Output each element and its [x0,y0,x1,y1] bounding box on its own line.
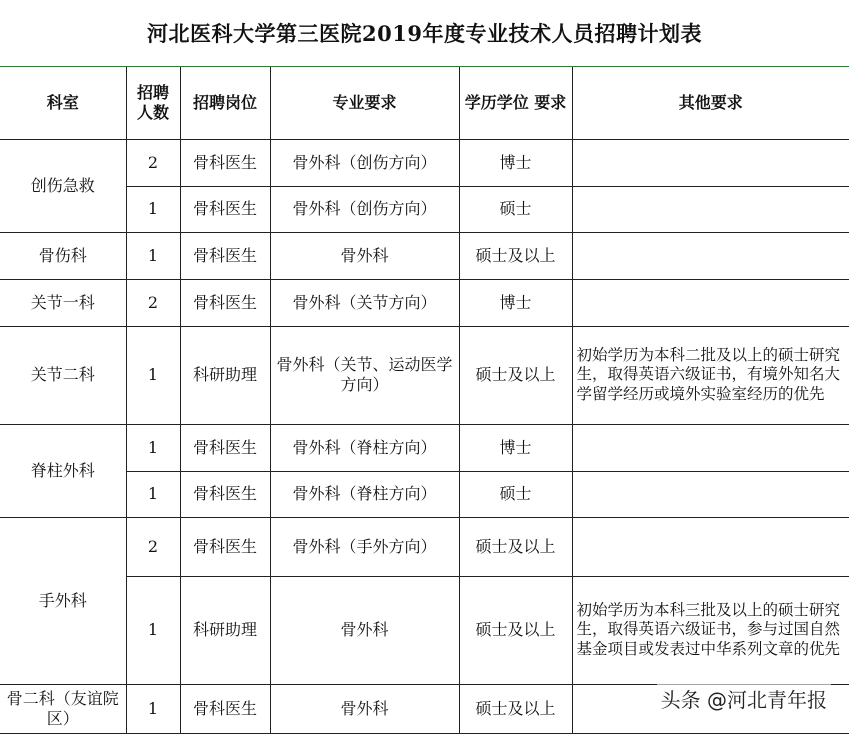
other-cell [572,279,849,326]
major-cell: 骨外科 [270,576,459,684]
dept-cell: 关节二科 [0,326,126,424]
header-dept: 科室 [0,67,126,139]
table-row [0,326,849,424]
position-cell: 科研助理 [180,326,270,424]
table-row [0,186,849,232]
table-row [0,471,849,517]
other-cell [572,424,849,471]
degree-cell: 硕士及以上 [459,232,572,279]
other-cell: 初始学历为本科二批及以上的硕士研究生，取得英语六级证书，有境外知名大学留学经历或境外实验室经历的优先 [572,326,849,424]
major-cell: 骨外科 [270,232,459,279]
header-degree: 学历学位 要求 [459,67,572,139]
position-cell: 骨科医生 [180,139,270,186]
position-cell: 骨科医生 [180,186,270,232]
table-row [0,139,849,186]
dept-cell: 关节一科 [0,279,126,326]
degree-cell: 硕士及以上 [459,517,572,576]
other-cell [572,186,849,232]
count-cell: 1 [126,232,180,279]
count-cell: 2 [126,279,180,326]
watermark: 头条 @河北青年报 [657,684,831,713]
major-cell: 骨外科 [270,684,459,733]
major-cell: 骨外科（关节方向） [270,279,459,326]
dept-cell: 骨二科（友谊院区） [0,684,126,733]
degree-cell: 博士 [459,139,572,186]
count-cell: 1 [126,326,180,424]
recruitment-table [0,67,849,734]
count-cell: 1 [126,576,180,684]
position-cell: 骨科医生 [180,471,270,517]
other-cell [572,232,849,279]
count-cell: 1 [126,471,180,517]
table-row [0,517,849,576]
other-cell [572,517,849,576]
header-major: 专业要求 [270,67,459,139]
dept-cell: 创伤急救 [0,139,126,232]
major-cell: 骨外科（脊柱方向） [270,424,459,471]
degree-cell: 博士 [459,279,572,326]
position-cell: 骨科医生 [180,517,270,576]
degree-cell: 硕士及以上 [459,576,572,684]
count-cell: 1 [126,424,180,471]
major-cell: 骨外科（手外方向） [270,517,459,576]
dept-cell: 骨伤科 [0,232,126,279]
degree-cell: 硕士及以上 [459,684,572,733]
count-cell: 2 [126,517,180,576]
count-cell: 2 [126,139,180,186]
major-cell: 骨外科（创伤方向） [270,139,459,186]
position-cell: 骨科医生 [180,684,270,733]
count-cell: 1 [126,684,180,733]
other-cell: 初始学历为本科三批及以上的硕士研究生，取得英语六级证书，参与过国自然基金项目或发表过中华系列文章的优先 [572,576,849,684]
position-cell: 骨科医生 [180,232,270,279]
table-row [0,279,849,326]
table-row [0,232,849,279]
header-position: 招聘岗位 [180,67,270,139]
table-row [0,576,849,684]
major-cell: 骨外科（脊柱方向） [270,471,459,517]
degree-cell: 硕士及以上 [459,326,572,424]
header-count: 招聘人数 [126,67,180,139]
table-row [0,424,849,471]
degree-cell: 硕士 [459,186,572,232]
header-other: 其他要求 [572,67,849,139]
count-cell: 1 [126,186,180,232]
position-cell: 骨科医生 [180,424,270,471]
degree-cell: 硕士 [459,471,572,517]
dept-cell: 脊柱外科 [0,424,126,517]
major-cell: 骨外科（关节、运动医学方向） [270,326,459,424]
position-cell: 骨科医生 [180,279,270,326]
header-row [0,67,849,139]
dept-cell: 手外科 [0,517,126,684]
position-cell: 科研助理 [180,576,270,684]
major-cell: 骨外科（创伤方向） [270,186,459,232]
other-cell [572,471,849,517]
other-cell [572,139,849,186]
degree-cell: 博士 [459,424,572,471]
table-title: 河北医科大学第三医院2019年度专业技术人员招聘计划表 [0,0,849,67]
